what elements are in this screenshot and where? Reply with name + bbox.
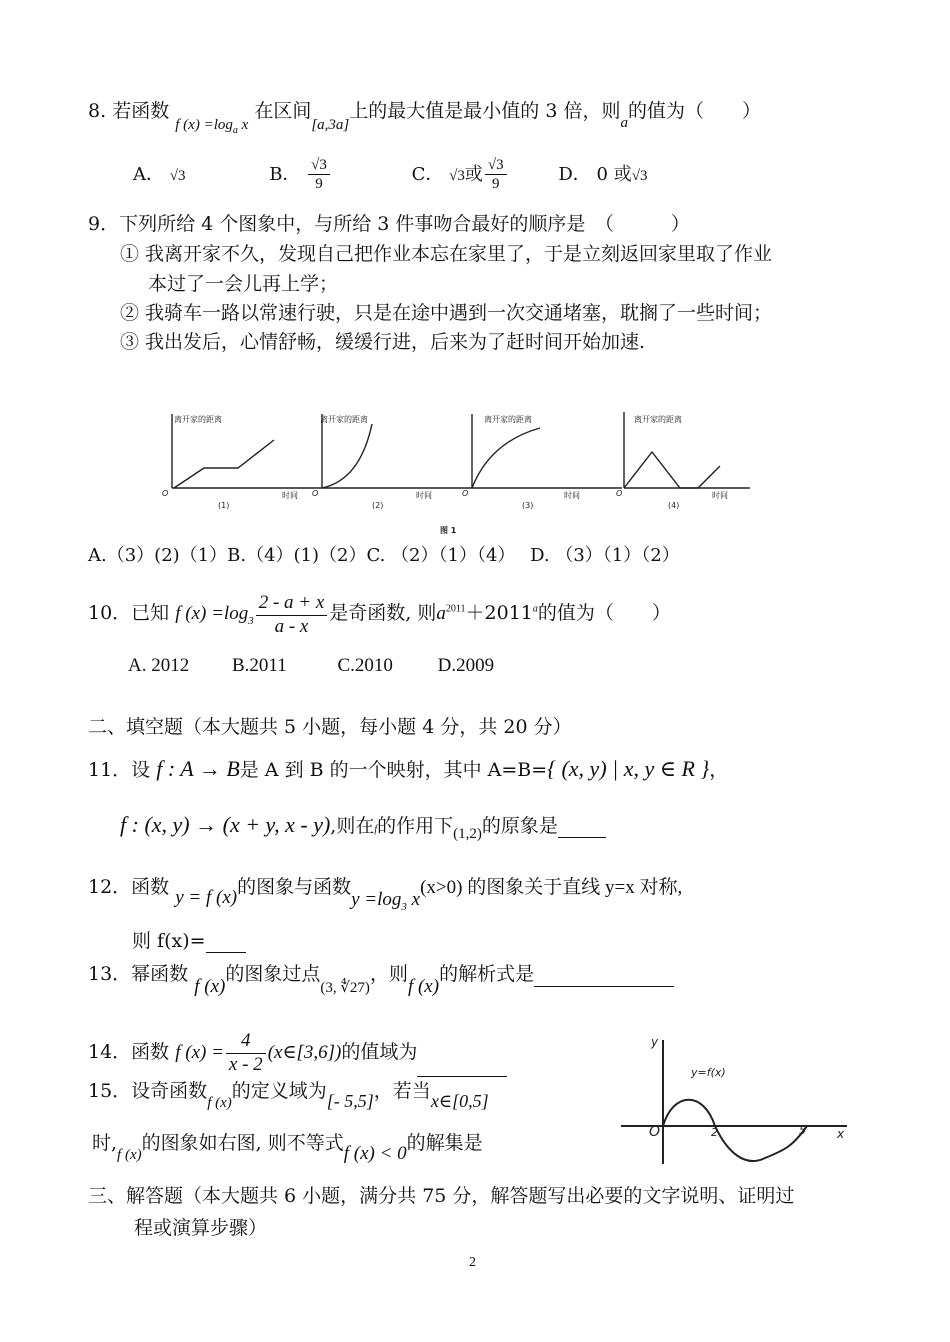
- graph3-ylabel: 离开家的距离: [484, 415, 532, 424]
- q12-line: 12．函数 y = f (x)的图象与函数$y =\log_3$ x(x>0) 的图象关于直线 y=x 对称,: [88, 876, 683, 913]
- q13-line: 13．幂函数 f (x)的图象过点$_{(3, ∜27)}$，则f (x)的解析式是: [88, 963, 674, 987]
- q8-interval: [a,3a]: [311, 117, 350, 133]
- q9-event-3: ③ 我出发后，心情舒畅，缓缓行进，后来为了赶时间开始加速.: [120, 331, 646, 353]
- q14-line: 14．函数 f (x) = $\frac{4}{x - 2}$ (x∈[3,6])的值域为: [88, 1030, 507, 1077]
- q12-answer-blank[interactable]: [206, 934, 246, 953]
- graph4-curve: [624, 452, 720, 488]
- q8-line: 8. 若函数 $_{f (x) =log_a x}$ 在区间$_{[a,3a]}$上的最大值是最小值的 3 倍，则$_a$的值为（ ）: [88, 100, 761, 136]
- q13-point: (3, ∜27): [320, 980, 370, 996]
- q8-option-a: A． √3: [133, 163, 186, 185]
- q10-option-d: D.2009: [437, 655, 495, 676]
- q9-stem: 9．下列所给 4 个图象中，与所给 3 件事吻合最好的顺序是 （ ）: [88, 213, 690, 235]
- q8-var: a: [620, 115, 628, 131]
- q10-option-a: A. 2012: [128, 655, 190, 676]
- q15-domain: [- 5,5]: [326, 1091, 374, 1111]
- graph2-xlabel: 时间: [416, 491, 432, 500]
- q8-option-b: B． $\frac{√3}{9}$: [269, 164, 332, 185]
- graph2-curve: [322, 424, 372, 488]
- q11-line: 11．设 f : A → B是 A 到 B 的一个映射，其中 A=B={ (x, y) | x, y ∈ R }，: [88, 756, 729, 781]
- q12-function-2: $y =\log_3$ x: [351, 889, 421, 913]
- section-3-heading: 三、解答题（本大题共 6 小题，满分共 75 分，解答题写出必要的文字说明、证明过: [88, 1185, 795, 1207]
- q15-graph: [615, 1034, 855, 1168]
- q9-event-1: ① 我离开家不久，发现自己把作业本忘在家里了，于是立刻返回家里取了作业: [120, 243, 773, 265]
- graph3-origin: O: [462, 489, 469, 498]
- q15-curve: [663, 1100, 807, 1161]
- q12-function-1: y = f (x): [175, 887, 238, 908]
- q10-fraction: $\frac{2 - a + x}{a - x}$: [256, 592, 328, 639]
- graph3-caption: (3): [522, 501, 534, 510]
- graph4-caption: (4): [668, 501, 680, 510]
- q14-answer-blank[interactable]: [417, 1058, 507, 1077]
- q8-option-c: C． √3或 $\frac{√3}{9}$: [412, 164, 509, 185]
- q10-function: f $(x) =\log_3$: [175, 602, 254, 627]
- q9-event-1-cont: 本过了一会儿再上学；: [148, 273, 339, 295]
- q8-function: f (x) =loga x: [175, 117, 249, 136]
- q15-line: 15．设奇函数$_{f (x)}$的定义域为[- 5,5]，若当x∈[0,5]: [88, 1080, 489, 1111]
- q15-ylabel: y: [651, 1035, 659, 1049]
- q9-event-2: ② 我骑车一路以常速行驶，只是在途中遇到一次交通堵塞，耽搁了一些时间；: [120, 302, 773, 324]
- q14-domain: (x∈[3,6]): [267, 1041, 342, 1063]
- graph1-origin: O: [162, 489, 169, 498]
- q11-set: { (x, y) | x, y ∈ R }: [547, 756, 710, 781]
- q11-line-2: f : (x, y) → (x + y, x - y),则在f的作用下$_{(1,2)}$的原象是: [120, 812, 606, 838]
- q8-options: [133, 156, 647, 193]
- q11-mapping: f : A → B: [156, 756, 240, 781]
- q15-origin: O: [649, 1124, 661, 1140]
- q9-options: A.（3）(2)（1）B.（4）(1)（2）C. （2）（1）（4） D. （3）（1）（2）: [88, 545, 680, 566]
- q10-line: 10．已知 f $(x) =\log_3$ $\frac{2 - a + x}{a - x}$ 是奇函数, 则$a^{2011}+2011^a$的值为（ ）: [88, 592, 671, 637]
- q11-rule: f : (x, y) → (x + y, x - y): [120, 812, 331, 837]
- q11-point: (1,2): [453, 826, 482, 842]
- q10-options: [128, 655, 494, 678]
- graph3-curve: [472, 428, 540, 488]
- figure-caption: 图 1: [440, 526, 457, 535]
- q14-fraction: $\frac{4}{x - 2}$: [226, 1030, 266, 1077]
- graph3-xlabel: 时间: [564, 491, 580, 500]
- q10-option-c: C.2010: [337, 655, 393, 676]
- q12-line-2: 则 f(x)=: [132, 930, 246, 953]
- page-number: 2: [469, 1255, 476, 1270]
- graph1-xlabel: 时间: [282, 491, 298, 500]
- q15-inequality: f (x) < 0: [343, 1143, 407, 1164]
- q15-xlabel: x: [837, 1127, 845, 1141]
- graph2-caption: (2): [372, 501, 384, 510]
- section-2-heading: 二、填空题（本大题共 5 小题，每小题 4 分，共 20 分）: [88, 716, 572, 738]
- q15-tick-2: 2: [711, 1126, 718, 1139]
- q10-option-b: B.2011: [231, 655, 287, 676]
- graph2-ylabel: 离开家的距离: [320, 415, 368, 424]
- q11-answer-blank[interactable]: [558, 819, 606, 838]
- graph4-ylabel: 离开家的距离: [634, 415, 682, 424]
- graph4-origin: O: [616, 489, 623, 498]
- graph1-ylabel: 离开家的距离: [174, 415, 222, 424]
- graph1-curve: [174, 440, 274, 488]
- q13-answer-blank[interactable]: [534, 968, 674, 987]
- q8-option-d: D． 0 或√3: [558, 163, 648, 185]
- q9-graphs-figure: [150, 402, 750, 542]
- graph2-origin: O: [312, 489, 319, 498]
- graph4-xlabel: 时间: [712, 491, 728, 500]
- graph1-caption: (1): [218, 501, 230, 510]
- section-3-heading-cont: 程或演算步骤）: [134, 1217, 268, 1239]
- q15-condition: x∈[0,5]: [430, 1091, 489, 1111]
- q15-curve-label: y=f(x): [691, 1066, 726, 1079]
- q15-tick-5: 5: [799, 1124, 806, 1137]
- q15-line-2: 时$,_{f (x)}$的图象如右图, 则不等式f (x) < 0的解集是: [92, 1132, 483, 1164]
